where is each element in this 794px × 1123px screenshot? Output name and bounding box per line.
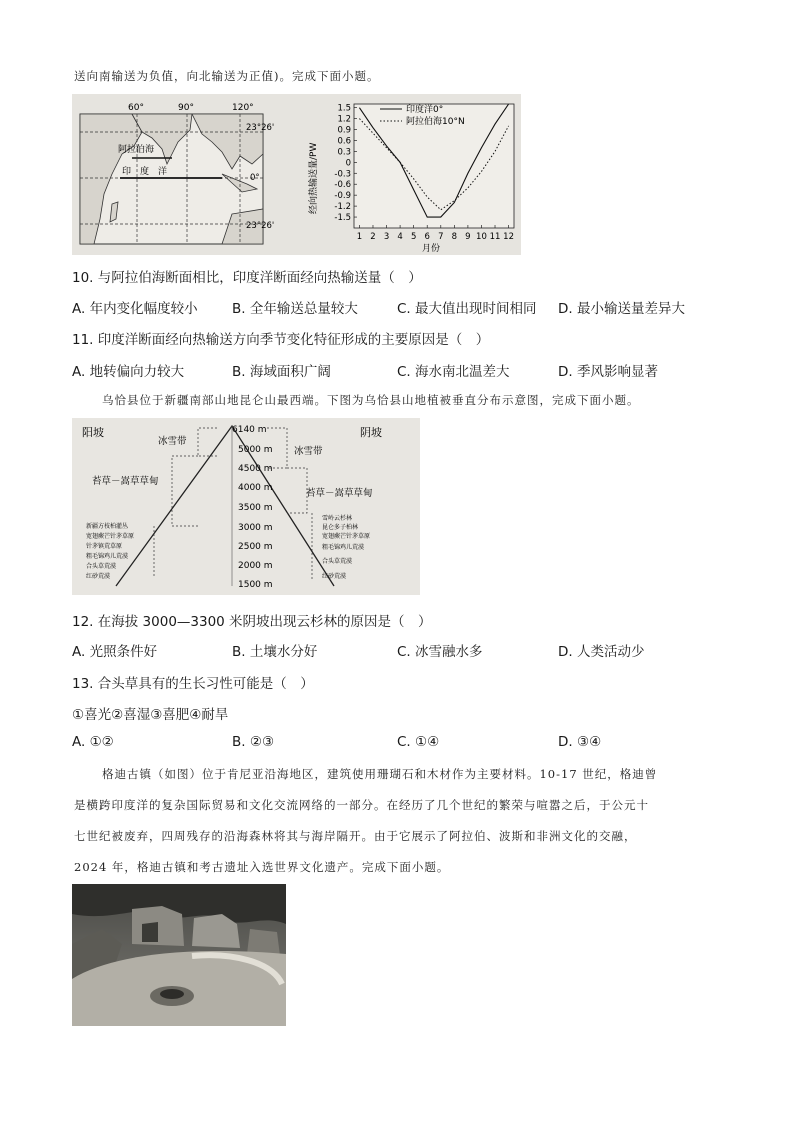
q13-option-c[interactable]: C. ①④ [397,734,440,750]
intro-gedi-3: 七世纪被废弃，四周残存的沿海森林将其与海岸隔开。由于它展示了阿拉伯、波斯和非洲文化的交融， [74,829,637,843]
legend-series-2: 阿拉伯海10°N [406,117,465,127]
q11-option-b[interactable]: B. 海域面积广阔 [232,364,331,380]
q12-stem: 12. 在海拔 3000—3300 米阴坡出现云杉林的原因是（ ） [72,614,432,630]
height-2500: 2500 m [238,542,273,552]
x-tick-label: 5 [410,232,417,242]
left-zone-caragana: 粗毛锦鸡儿荒漠 [86,553,129,560]
q11-option-a[interactable]: A. 地转偏向力较大 [72,364,185,380]
q10-option-c[interactable]: C. 最大值出现时间相同 [397,301,537,317]
right-zone-steppe: 宽翅蕨芒针茅草原 [322,533,371,540]
label-sunny-slope: 阳坡 [82,426,104,439]
lon-label-120: 120° [232,103,254,113]
q13-option-b[interactable]: B. ②③ [232,734,275,750]
height-5000: 5000 m [238,445,273,455]
right-zone-meadow: 苔草－嵩草草甸 [306,488,373,499]
q12-option-a[interactable]: A. 光照条件好 [72,644,158,660]
right-zone-kunlun-juniper: 昆仑多子柏林 [322,524,359,531]
y-tick-label: -1.5 [334,213,351,224]
figure-heat-transport [72,94,521,255]
x-tick-label: 3 [383,232,390,242]
right-zone-sympegma: 合头草荒漠 [322,558,353,565]
lat-label-equator: 0° [250,173,260,183]
legend-series-1: 印度洋0° [406,105,444,115]
y-tick-label: -0.9 [334,191,351,202]
q12-option-d[interactable]: D. 人类活动少 [558,644,645,660]
chart-ylabel: 经向热输送量/PW [309,142,319,214]
height-4000: 4000 m [238,483,273,493]
q10-stem: 10. 与阿拉伯海断面相比，印度洋断面经向热输送量（ ） [72,270,422,286]
label-shady-slope: 阴坡 [360,426,382,439]
y-tick-label: -1.2 [334,202,351,213]
right-zone-reaumuria: 红砂荒漠 [322,573,347,580]
q11-option-c[interactable]: C. 海水南北温差大 [397,364,510,380]
x-tick-label: 1 [356,232,363,242]
figure-mountain-vegetation [72,418,420,595]
y-tick-label: 0.3 [337,147,351,158]
left-zone-juniper: 新疆方枝柏灌丛 [86,523,129,530]
x-tick-label: 11 [489,232,501,242]
q13-option-a[interactable]: A. ①② [72,734,114,750]
lat-label-south: 23°26' [246,221,275,231]
y-tick-label: 1.2 [337,114,351,125]
q12-option-b[interactable]: B. 土壤水分好 [232,644,318,660]
q10-option-b[interactable]: B. 全年输送总量较大 [232,301,358,317]
x-tick-label: 12 [503,232,514,242]
right-zone-spruce: 雪岭云杉林 [322,515,353,522]
arabian-sea-label: 阿拉伯海 [118,145,155,155]
height-4500: 4500 m [238,464,273,474]
lat-label-north: 23°26' [246,123,275,133]
intro-wuqia: 乌恰县位于新疆南部山地昆仑山最西端。下图为乌恰县山地植被垂直分布示意图，完成下面小题。 [102,393,640,407]
chart-xlabel: 月份 [422,244,441,254]
q10-option-a[interactable]: A. 年内变化幅度较小 [72,301,198,317]
x-tick-label: 7 [438,232,444,242]
x-tick-label: 10 [476,232,487,242]
height-3500: 3500 m [238,503,273,513]
x-tick-label: 6 [424,232,430,242]
x-tick-label: 9 [465,232,471,242]
y-tick-label: 0.9 [337,125,351,136]
intro-gedi-1: 格迪古镇（如图）位于肯尼亚沿海地区，建筑使用珊瑚石和木材作为主要材料。10-17 世纪，格迪曾 [102,767,658,781]
right-zone-ice: 冰雪带 [294,446,323,457]
y-tick-label: 0.6 [337,136,351,147]
q11-option-d[interactable]: D. 季风影响显著 [558,364,658,380]
q12-option-c[interactable]: C. 冰雪融水多 [397,644,483,660]
x-tick-label: 8 [451,232,458,242]
q13-stem: 13. 合头草具有的生长习性可能是（ ） [72,676,314,692]
height-2000: 2000 m [238,561,273,571]
right-zone-caragana: 粗毛锦鸡儿荒漠 [322,544,365,551]
y-tick-label: 0 [345,158,351,169]
indian-ocean-map [80,103,274,244]
x-tick-label: 4 [397,232,403,242]
height-1500: 1500 m [238,580,273,590]
left-zone-steppe1: 宽翅蕨芒针茅草原 [86,533,135,540]
left-zone-sympegma: 合头草荒漠 [86,563,117,570]
intro-gedi-4: 2024 年，格迪古镇和考古遗址入选世界文化遗产。完成下面小题。 [74,860,450,874]
lon-label-60: 60° [128,103,144,113]
q11-stem: 11. 印度洋断面经向热输送方向季节变化特征形成的主要原因是（ ） [72,332,490,348]
photo-gedi-ruins [72,884,286,1026]
indian-ocean-label: 印 度 洋 [122,167,168,177]
intro-tail: 送向南输送为负值，向北输送为正值)。完成下面小题。 [74,69,380,83]
y-tick-label: -0.3 [334,169,351,180]
left-zone-meadow: 苔草－嵩草草甸 [92,476,159,487]
q10-option-d[interactable]: D. 最小输送量差异大 [558,301,685,317]
height-6140: 6140 m [232,425,267,435]
left-zone-reaumuria: 红砂荒漠 [86,573,111,580]
q13-sub: ①喜光②喜湿③喜肥④耐旱 [72,707,229,723]
lon-label-90: 90° [178,103,194,113]
y-tick-label: -0.6 [334,180,351,191]
x-tick-label: 2 [370,232,376,242]
y-tick-label: 1.5 [337,103,351,114]
left-zone-steppe2: 针茅镇荒草原 [86,543,123,550]
q13-option-d[interactable]: D. ③④ [558,734,602,750]
intro-gedi-2: 是横跨印度洋的复杂国际贸易和文化交流网络的一部分。在经历了几个世纪的繁荣与喧嚣之后，于公元十 [74,798,649,812]
left-zone-ice: 冰雪带 [158,436,187,447]
height-3000: 3000 m [238,523,273,533]
